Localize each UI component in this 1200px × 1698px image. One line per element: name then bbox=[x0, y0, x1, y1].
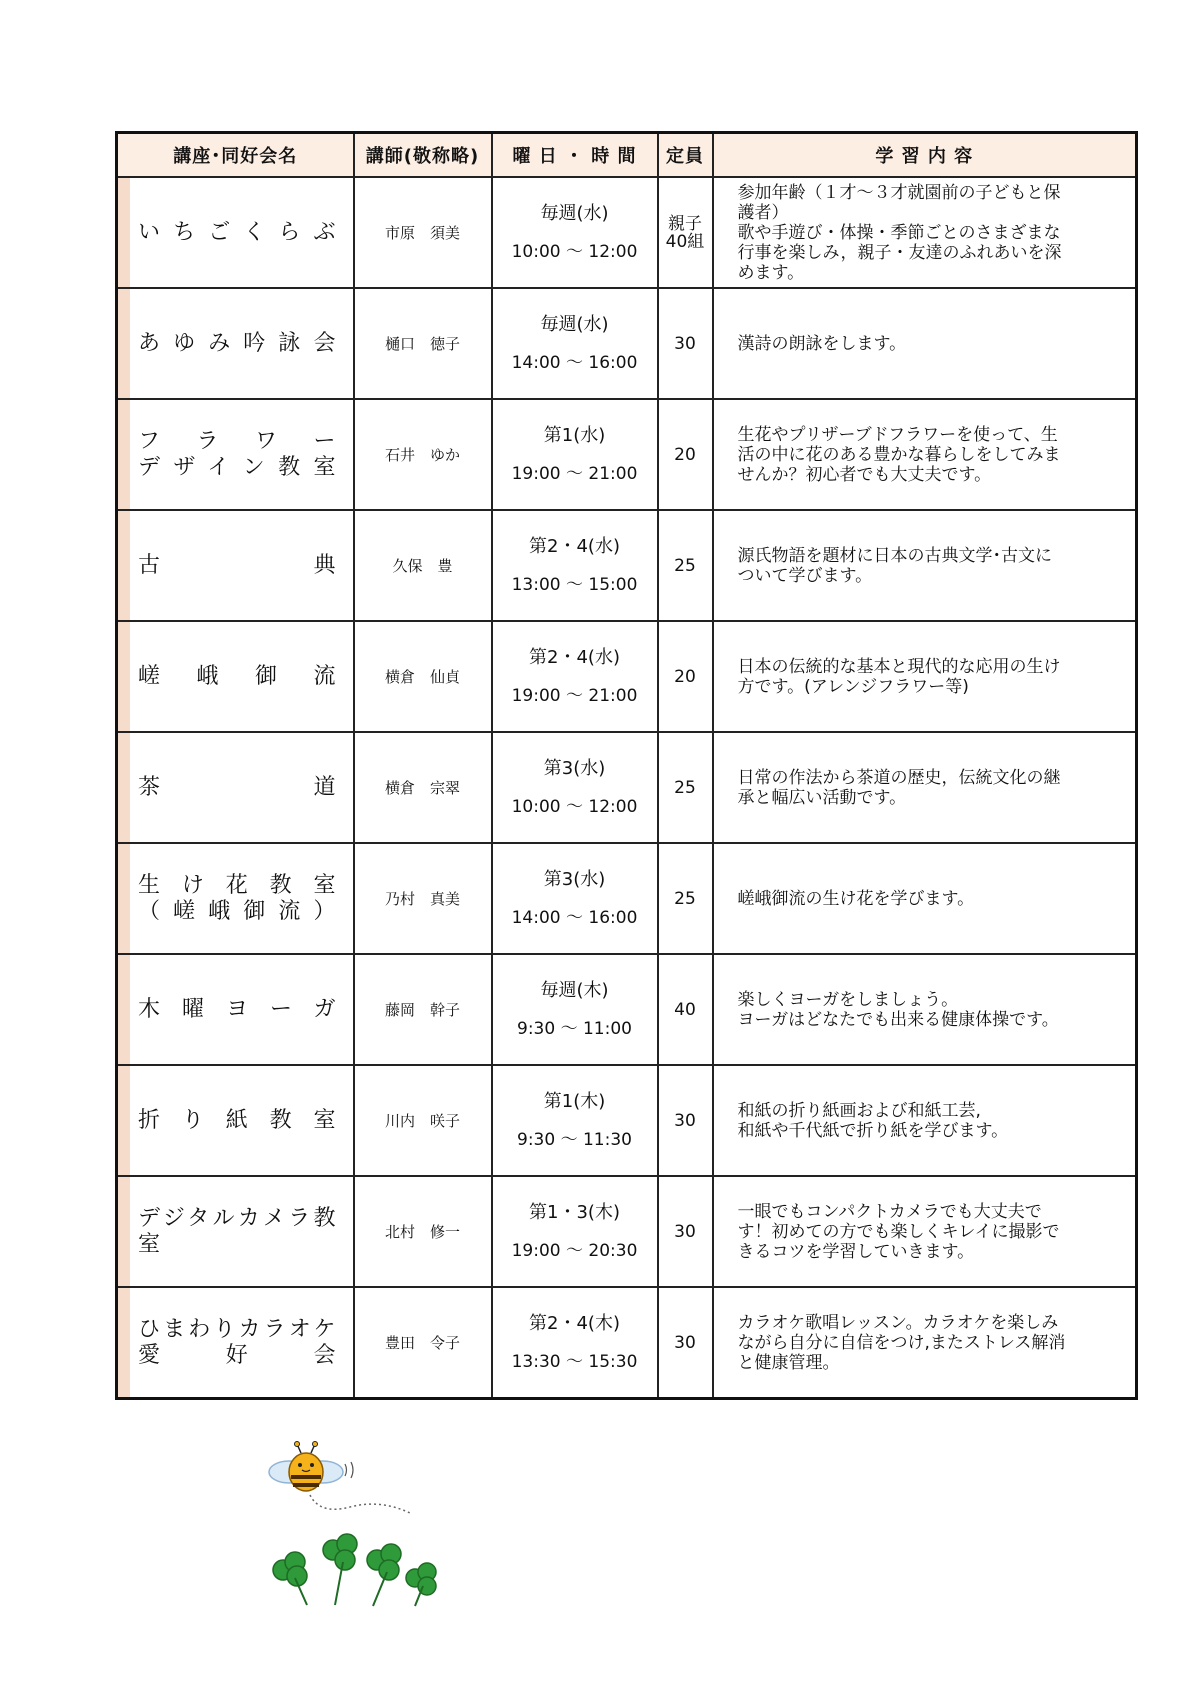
schedule-day: 毎週(水) bbox=[540, 202, 609, 224]
course-name bbox=[117, 732, 354, 843]
schedule-day: 毎週(木) bbox=[540, 979, 609, 1001]
course-name bbox=[117, 843, 354, 954]
table-row bbox=[117, 1176, 1137, 1287]
capacity: 25 bbox=[658, 510, 713, 621]
header-time: 曜 日 ・ 時 間 bbox=[492, 133, 658, 178]
course-name-line: 古典 bbox=[138, 552, 337, 578]
capacity: 25 bbox=[658, 732, 713, 843]
course-name-line: ひまわりカラオケ bbox=[138, 1316, 337, 1342]
header-capacity: 定員 bbox=[658, 133, 713, 178]
course-name bbox=[117, 1065, 354, 1176]
table-row bbox=[117, 954, 1137, 1065]
schedule-time bbox=[492, 288, 658, 399]
schedule-day: 第3(水) bbox=[543, 868, 606, 890]
header-content: 学 習 内 容 bbox=[713, 133, 1137, 178]
teacher-name: 久保 豊 bbox=[354, 510, 492, 621]
course-name-line: 愛好会 bbox=[138, 1342, 337, 1368]
schedule-day: 第1・3(木) bbox=[529, 1201, 620, 1223]
course-content: 日本の伝統的な基本と現代的な応用の生け 方です。(アレンジフラワー等) bbox=[713, 621, 1137, 732]
course-content: 日常の作法から茶道の歴史，伝統文化の継 承と幅広い活動です。 bbox=[713, 732, 1137, 843]
teacher-name: 乃村 真美 bbox=[354, 843, 492, 954]
capacity: 30 bbox=[658, 288, 713, 399]
capacity: 30 bbox=[658, 1176, 713, 1287]
schedule-time bbox=[492, 399, 658, 510]
clover-icon bbox=[273, 1534, 436, 1606]
teacher-name: 樋口 徳子 bbox=[354, 288, 492, 399]
course-content: 嵯峨御流の生け花を学びます。 bbox=[713, 843, 1137, 954]
schedule-time bbox=[492, 1065, 658, 1176]
course-name-line: 折り紙教室 bbox=[138, 1107, 337, 1133]
capacity: 20 bbox=[658, 621, 713, 732]
teacher-name: 石井 ゆか bbox=[354, 399, 492, 510]
table-row bbox=[117, 177, 1137, 288]
table-row bbox=[117, 732, 1137, 843]
course-name-line: デザイン教室 bbox=[138, 454, 337, 480]
schedule-time bbox=[492, 843, 658, 954]
teacher-name: 豊田 令子 bbox=[354, 1287, 492, 1399]
capacity: 親子 40組 bbox=[658, 177, 713, 288]
course-content: 源氏物語を題材に日本の古典文学･古文に ついて学びます。 bbox=[713, 510, 1137, 621]
course-name-line: あゆみ吟詠会 bbox=[138, 330, 337, 356]
table-row bbox=[117, 510, 1137, 621]
schedule-time bbox=[492, 621, 658, 732]
schedule-day: 第2・4(水) bbox=[529, 646, 620, 668]
teacher-name: 横倉 宗翠 bbox=[354, 732, 492, 843]
course-name bbox=[117, 399, 354, 510]
course-name bbox=[117, 954, 354, 1065]
course-name-line: 生け花教室 bbox=[138, 872, 337, 898]
table-header-row bbox=[117, 133, 1137, 178]
schedule-hours: 13:00 ～ 15:00 bbox=[511, 574, 638, 595]
course-name-line: 茶道 bbox=[138, 774, 337, 800]
schedule-day: 第1(水) bbox=[543, 424, 606, 446]
bee-icon bbox=[269, 1442, 410, 1514]
header-teacher: 講師(敬称略) bbox=[354, 133, 492, 178]
capacity: 40 bbox=[658, 954, 713, 1065]
course-content: 参加年齢（１才～３才就園前の子どもと保 護者） 歌や手遊び・体操・季節ごとのさまざまな 行事を楽しみ，親子・友達のふれあいを深 めます。 bbox=[713, 177, 1137, 288]
table-row bbox=[117, 288, 1137, 399]
table-row bbox=[117, 843, 1137, 954]
course-name-line: 嵯峨御流 bbox=[138, 663, 337, 689]
table-row bbox=[117, 1287, 1137, 1399]
schedule-time bbox=[492, 510, 658, 621]
course-name bbox=[117, 621, 354, 732]
schedule-time bbox=[492, 177, 658, 288]
teacher-name: 横倉 仙貞 bbox=[354, 621, 492, 732]
header-course: 講座･同好会名 bbox=[117, 133, 354, 178]
course-content: 一眼でもコンパクトカメラでも大丈夫で す！初めての方でも楽しくキレイに撮影で きるコツを学習していきます。 bbox=[713, 1176, 1137, 1287]
course-name bbox=[117, 1287, 354, 1399]
schedule-hours: 13:30 ～ 15:30 bbox=[511, 1351, 638, 1372]
capacity: 30 bbox=[658, 1287, 713, 1399]
course-content: カラオケ歌唱レッスン。カラオケを楽しみ ながら自分に自信をつけ,またストレス解消 と健康管理。 bbox=[713, 1287, 1137, 1399]
table-row bbox=[117, 399, 1137, 510]
schedule-time bbox=[492, 732, 658, 843]
schedule-hours: 9:30 ～ 11:30 bbox=[517, 1129, 632, 1150]
course-name-line: （嵯峨御流） bbox=[138, 898, 337, 924]
table-row bbox=[117, 1065, 1137, 1176]
table-row bbox=[117, 621, 1137, 732]
course-content: 生花やプリザーブドフラワーを使って、生 活の中に花のある豊かな暮らしをしてみま せんか？初心者でも大丈夫です。 bbox=[713, 399, 1137, 510]
schedule-day: 第1(木) bbox=[543, 1090, 606, 1112]
schedule-day: 第2・4(水) bbox=[529, 535, 620, 557]
course-schedule-table bbox=[115, 131, 1138, 1400]
teacher-name: 藤岡 幹子 bbox=[354, 954, 492, 1065]
schedule-hours: 19:00 ～ 20:30 bbox=[511, 1240, 638, 1261]
teacher-name: 北村 修一 bbox=[354, 1176, 492, 1287]
schedule-hours: 14:00 ～ 16:00 bbox=[511, 907, 638, 928]
course-content: 漢詩の朗詠をします。 bbox=[713, 288, 1137, 399]
course-content: 楽しくヨーガをしましょう。 ヨーガはどなたでも出来る健康体操です。 bbox=[713, 954, 1137, 1065]
schedule-day: 第3(水) bbox=[543, 757, 606, 779]
course-name bbox=[117, 177, 354, 288]
schedule-day: 第2・4(木) bbox=[529, 1312, 620, 1334]
schedule-hours: 14:00 ～ 16:00 bbox=[511, 352, 638, 373]
schedule-day: 毎週(水) bbox=[540, 313, 609, 335]
schedule-hours: 9:30 ～ 11:00 bbox=[517, 1018, 632, 1039]
schedule-hours: 19:00 ～ 21:00 bbox=[511, 685, 638, 706]
schedule-time bbox=[492, 954, 658, 1065]
schedule-hours: 10:00 ～ 12:00 bbox=[511, 796, 638, 817]
course-content: 和紙の折り紙画および和紙工芸, 和紙や千代紙で折り紙を学びます。 bbox=[713, 1065, 1137, 1176]
schedule-hours: 10:00 ～ 12:00 bbox=[511, 241, 638, 262]
schedule-time bbox=[492, 1176, 658, 1287]
course-name bbox=[117, 510, 354, 621]
schedule-time bbox=[492, 1287, 658, 1399]
capacity: 25 bbox=[658, 843, 713, 954]
course-name-line: デジタルカメラ教室 bbox=[138, 1205, 337, 1257]
capacity: 30 bbox=[658, 1065, 713, 1176]
schedule-hours: 19:00 ～ 21:00 bbox=[511, 463, 638, 484]
course-name bbox=[117, 1176, 354, 1287]
course-name-line: いちごくらぶ bbox=[138, 219, 337, 245]
capacity: 20 bbox=[658, 399, 713, 510]
teacher-name: 川内 咲子 bbox=[354, 1065, 492, 1176]
bee-and-clover-icon bbox=[265, 1440, 465, 1610]
table-body bbox=[117, 177, 1137, 1399]
course-name-line: 木曜ヨーガ bbox=[138, 996, 337, 1022]
course-name-line: フラワー bbox=[138, 428, 337, 454]
teacher-name: 市原 須美 bbox=[354, 177, 492, 288]
course-name bbox=[117, 288, 354, 399]
